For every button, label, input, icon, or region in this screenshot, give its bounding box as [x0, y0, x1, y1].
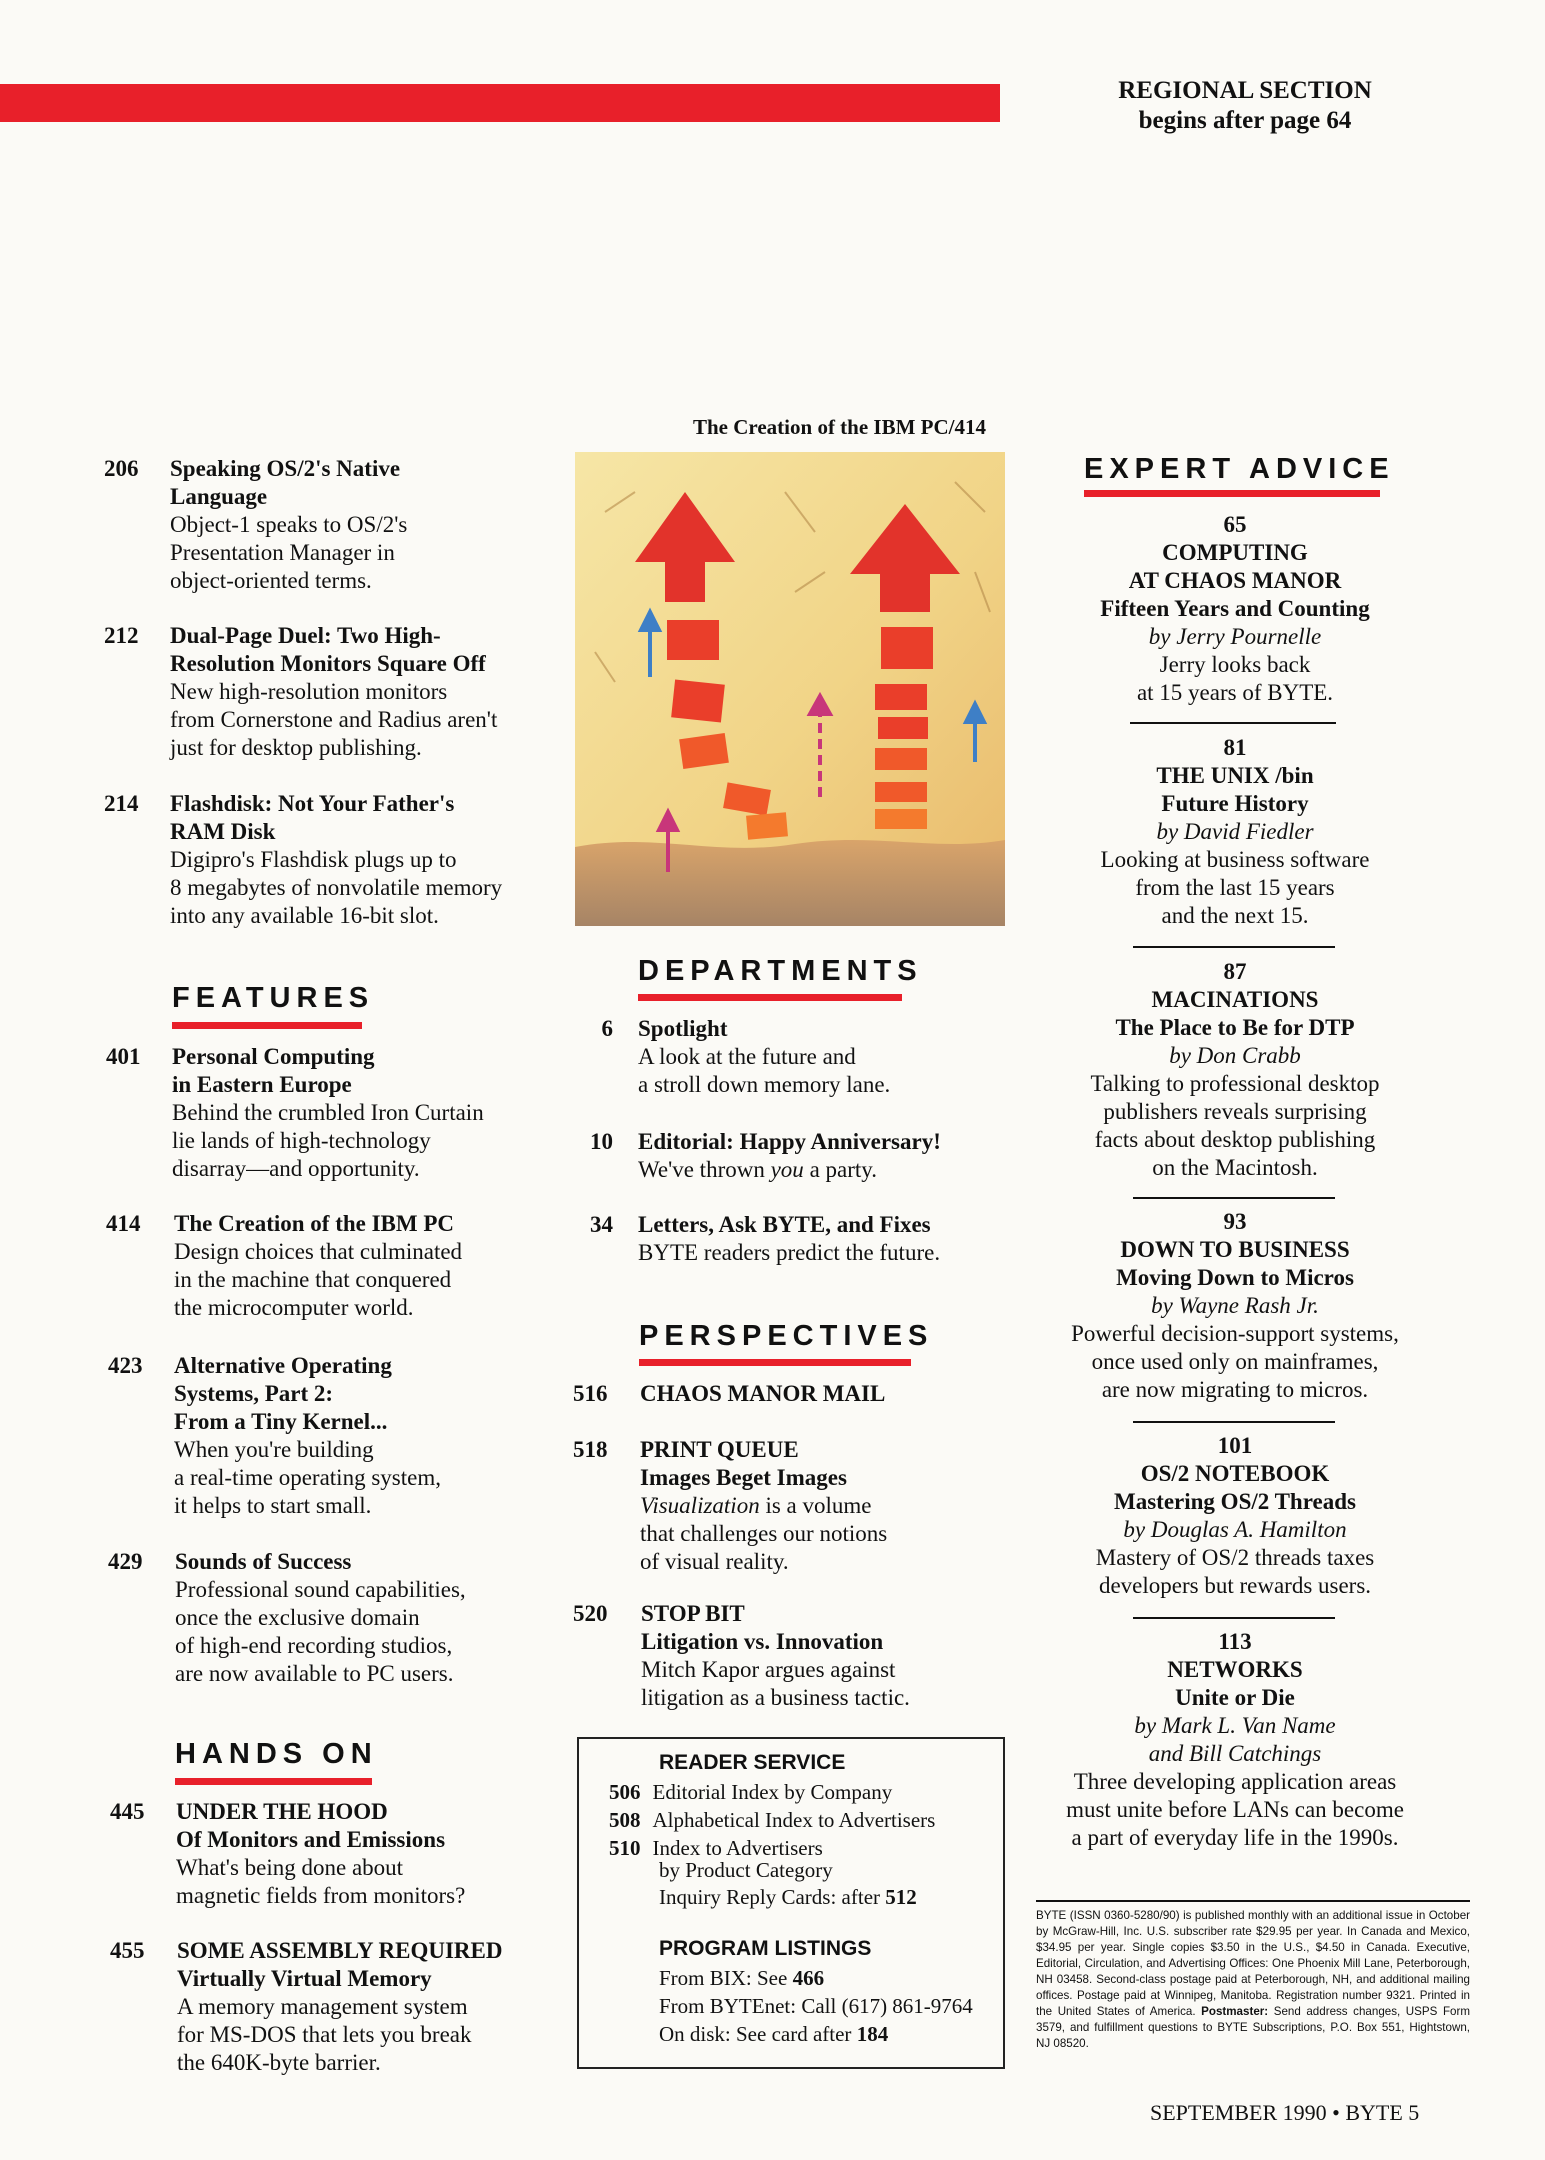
cover-illustration: [575, 452, 1005, 926]
desc-part: is a volume that challenges our notions of visual reality.: [640, 1493, 888, 1574]
entry-description: A look at the future and a stroll down memory lane.: [638, 1044, 891, 1097]
entry-description: New high-resolution monitors from Cornerstone and Radius aren't just for desktop publishing.: [170, 679, 498, 760]
fine-print-rule: [1036, 1900, 1470, 1902]
expert-entry-113[interactable]: [1050, 1628, 1420, 1852]
page-footer: SEPTEMBER 1990 • BYTE 5: [1150, 2100, 1420, 2125]
entry-author: by Douglas A. Hamilton: [1123, 1517, 1347, 1542]
perspectives-heading: PERSPECTIVES: [639, 1320, 934, 1352]
entry-description: Behind the crumbled Iron Curtain lie lands of high-technology disarray—and opportunity.: [172, 1100, 484, 1181]
desc-emphasis: you: [770, 1157, 804, 1182]
fine-print-text: BYTE (ISSN 0360-5280/90) is published monthly with an additional issue in October by McGraw-Hill, Inc. U.S. subscriber rate $29.95 per year. In Canada and Mexico, $34.95 per year. Single copies $3.50 in the U.S., $4.50 in Canada. Executive, Editorial, Circulation, and Advertising Offices: One Phoenix Mill Lane, Peterborough, NH 03458. Second-class postage paid at Peterborough, NH, and additional mailing offices. Postage paid at Winnipeg, Manitoba. Registration number 9321. Printed in the United States of America.: [1036, 1909, 1470, 2018]
entry-author: by David Fiedler: [1156, 819, 1314, 844]
page-number: 6: [601, 1016, 613, 1041]
listing-disk[interactable]: [659, 2021, 888, 2047]
disk-text: On disk: See card after: [659, 2022, 857, 2046]
bix-text: From BIX: See: [659, 1966, 793, 1990]
entry-title: STOP BIT Litigation vs. Innovation: [641, 1601, 884, 1654]
divider: [1133, 1421, 1335, 1423]
expert-advice-underline: [1084, 490, 1380, 497]
page-number: 81: [1223, 735, 1247, 760]
entry-title: Spotlight: [638, 1016, 728, 1041]
expert-entry-87[interactable]: [1050, 958, 1420, 1182]
reader-service-subline: by Product Category: [659, 1858, 833, 1882]
entry-description: Mitch Kapor argues against litigation as a business tactic.: [641, 1657, 910, 1710]
reader-service-line-506[interactable]: [609, 1779, 892, 1805]
line-text: Alphabetical Index to Advertisers: [652, 1808, 936, 1832]
divider: [1130, 722, 1336, 724]
entry-title: THE UNIX /bin Future History: [1156, 763, 1314, 816]
page-number: 414: [106, 1211, 141, 1236]
features-heading: FEATURES: [172, 982, 375, 1014]
entry-description: A memory management system for MS-DOS that lets you break the 640K-byte barrier.: [177, 1994, 472, 2075]
entry-description: Looking at business software from the last 15 years and the next 15.: [1100, 847, 1370, 928]
entry-title: Flashdisk: Not Your Father's RAM Disk: [170, 791, 455, 844]
entry-description: Talking to professional desktop publishers reveals surprising facts about desktop publishing on the Macintosh.: [1090, 1071, 1380, 1180]
page-number: 184: [856, 2022, 889, 2046]
entry-description: Design choices that culminated in the machine that conquered the microcomputer world.: [174, 1239, 463, 1320]
page-number: 429: [108, 1549, 143, 1574]
entry-title: PRINT QUEUE Images Beget Images: [640, 1437, 847, 1490]
page-number: 206: [104, 456, 139, 481]
entry-description: Object-1 speaks to OS/2's Presentation Manager in object-oriented terms.: [170, 512, 408, 593]
entry-description: Professional sound capabilities, once the exclusive domain of high-end recording studios, are now available to PC users.: [175, 1577, 466, 1686]
hands-on-underline: [175, 1778, 372, 1785]
entry-title: Personal Computing in Eastern Europe: [172, 1044, 375, 1097]
entry-description: Jerry looks back at 15 years of BYTE.: [1136, 652, 1334, 705]
page-number: 34: [590, 1212, 613, 1237]
reader-service-line-508[interactable]: [609, 1807, 935, 1833]
divider: [1133, 1617, 1335, 1619]
entry-title: UNDER THE HOOD Of Monitors and Emissions: [176, 1799, 446, 1852]
page-number: 93: [1223, 1209, 1247, 1234]
desc-part: We've thrown: [638, 1157, 771, 1182]
entry-author: by Mark L. Van Name and Bill Catchings: [1134, 1713, 1336, 1766]
entry-description: Powerful decision-support systems, once used only on mainframes, are now migrating to micros.: [1071, 1321, 1399, 1402]
entry-title: OS/2 NOTEBOOK Mastering OS/2 Threads: [1114, 1461, 1356, 1514]
reader-service-heading: READER SERVICE: [659, 1751, 846, 1774]
reader-service-box: [577, 1737, 1005, 2069]
divider: [1133, 1197, 1335, 1199]
page-number: 466: [792, 1966, 825, 1990]
entry-author: by Don Crabb: [1169, 1043, 1301, 1068]
entry-title: Editorial: Happy Anniversary!: [638, 1129, 941, 1154]
entry-title: CHAOS MANOR MAIL: [640, 1381, 886, 1406]
page-number: 516: [573, 1381, 608, 1406]
page-number: 455: [110, 1938, 145, 1963]
inquiry-text: Inquiry Reply Cards: after: [659, 1885, 886, 1909]
listing-bix[interactable]: [659, 1965, 824, 1991]
entry-title: The Creation of the IBM PC: [174, 1211, 455, 1236]
entry-description: What's being done about magnetic fields from monitors?: [176, 1855, 466, 1908]
entry-description: When you're building a real-time operating system, it helps to start small.: [174, 1437, 441, 1518]
page-number: 423: [108, 1353, 143, 1378]
page-number: 10: [590, 1129, 613, 1154]
page-number: 518: [573, 1437, 608, 1462]
entry-title: Sounds of Success: [175, 1549, 352, 1574]
regional-line-2: begins after page 64: [1138, 107, 1352, 134]
entry-title: Alternative Operating Systems, Part 2: From a Tiny Kernel...: [174, 1353, 392, 1434]
expert-entry-81[interactable]: [1050, 734, 1420, 930]
entry-title: Speaking OS/2's Native Language: [170, 456, 401, 509]
entry-title: Dual-Page Duel: Two High- Resolution Monitors Square Off: [170, 623, 486, 676]
page-number: 113: [1218, 1629, 1252, 1654]
regional-section-note: [1090, 76, 1400, 136]
entry-author: by Wayne Rash Jr.: [1151, 1293, 1319, 1318]
entry-author: by Jerry Pournelle: [1148, 624, 1322, 649]
page-number: 510: [609, 1836, 641, 1860]
entry-description: Three developing application areas must unite before LANs can become a part of everyday life in the 1990s.: [1066, 1769, 1404, 1850]
page-number: 87: [1223, 959, 1247, 984]
entry-description: BYTE readers predict the future.: [638, 1240, 941, 1265]
line-text: Index to Advertisers: [652, 1836, 823, 1860]
page-number: 65: [1223, 512, 1247, 537]
desc-emphasis: Visualization: [640, 1493, 760, 1518]
entry-title: SOME ASSEMBLY REQUIRED Virtually Virtual Memory: [177, 1938, 503, 1991]
listing-bytenet[interactable]: From BYTEnet: Call (617) 861-9764: [659, 1994, 973, 2018]
perspectives-underline: [639, 1359, 911, 1366]
red-header-bar: [0, 84, 1000, 122]
regional-line-1: REGIONAL SECTION: [1118, 77, 1372, 104]
expert-entry-65[interactable]: [1050, 511, 1420, 707]
page-number: 214: [104, 791, 139, 816]
page-number: 101: [1217, 1433, 1253, 1458]
cover-caption: The Creation of the IBM PC/414: [693, 415, 987, 439]
entry-description: Mastery of OS/2 threads taxes developers but rewards users.: [1095, 1545, 1375, 1598]
hands-on-heading: HANDS ON: [175, 1738, 378, 1770]
departments-heading: DEPARTMENTS: [638, 955, 923, 987]
entry-description: [638, 1156, 941, 1184]
page-number: 445: [110, 1799, 145, 1824]
entry-title: NETWORKS Unite or Die: [1167, 1657, 1303, 1710]
page-number: 212: [104, 623, 139, 648]
fine-print-text: Send address changes, USPS Form 3579, and fulfillment questions to BYTE Subscriptions, P.O. Box 551, Hightstown, NJ 08520.: [1036, 2005, 1470, 2050]
page-number: 512: [885, 1885, 917, 1909]
entry-title: COMPUTING AT CHAOS MANOR Fifteen Years and Counting: [1100, 540, 1370, 621]
publication-fine-print: [1036, 1908, 1470, 2052]
divider: [1133, 946, 1335, 948]
features-underline: [172, 1022, 362, 1029]
entry-title: Letters, Ask BYTE, and Fixes: [638, 1212, 931, 1237]
expert-advice-heading: EXPERT ADVICE: [1084, 453, 1395, 485]
entry-title: MACINATIONS The Place to Be for DTP: [1115, 987, 1355, 1040]
page-number: 401: [106, 1044, 141, 1069]
desc-part: a party.: [803, 1157, 878, 1182]
page-number: 506: [609, 1780, 641, 1804]
expert-entry-101[interactable]: [1050, 1432, 1420, 1600]
program-listings-heading: PROGRAM LISTINGS: [659, 1937, 872, 1960]
postmaster-label: Postmaster:: [1201, 2005, 1269, 2018]
inquiry-reply-cards[interactable]: [659, 1884, 917, 1910]
entry-description: Digipro's Flashdisk plugs up to 8 megabytes of nonvolatile memory into any available 16-bit slot.: [170, 847, 503, 928]
entry-title: DOWN TO BUSINESS Moving Down to Micros: [1116, 1237, 1354, 1290]
entry-description: [640, 1492, 887, 1576]
expert-entry-93[interactable]: [1050, 1208, 1420, 1404]
page-number: 508: [609, 1808, 641, 1832]
departments-underline: [638, 994, 902, 1001]
page-number: 520: [573, 1601, 608, 1626]
line-text: Editorial Index by Company: [652, 1780, 893, 1804]
